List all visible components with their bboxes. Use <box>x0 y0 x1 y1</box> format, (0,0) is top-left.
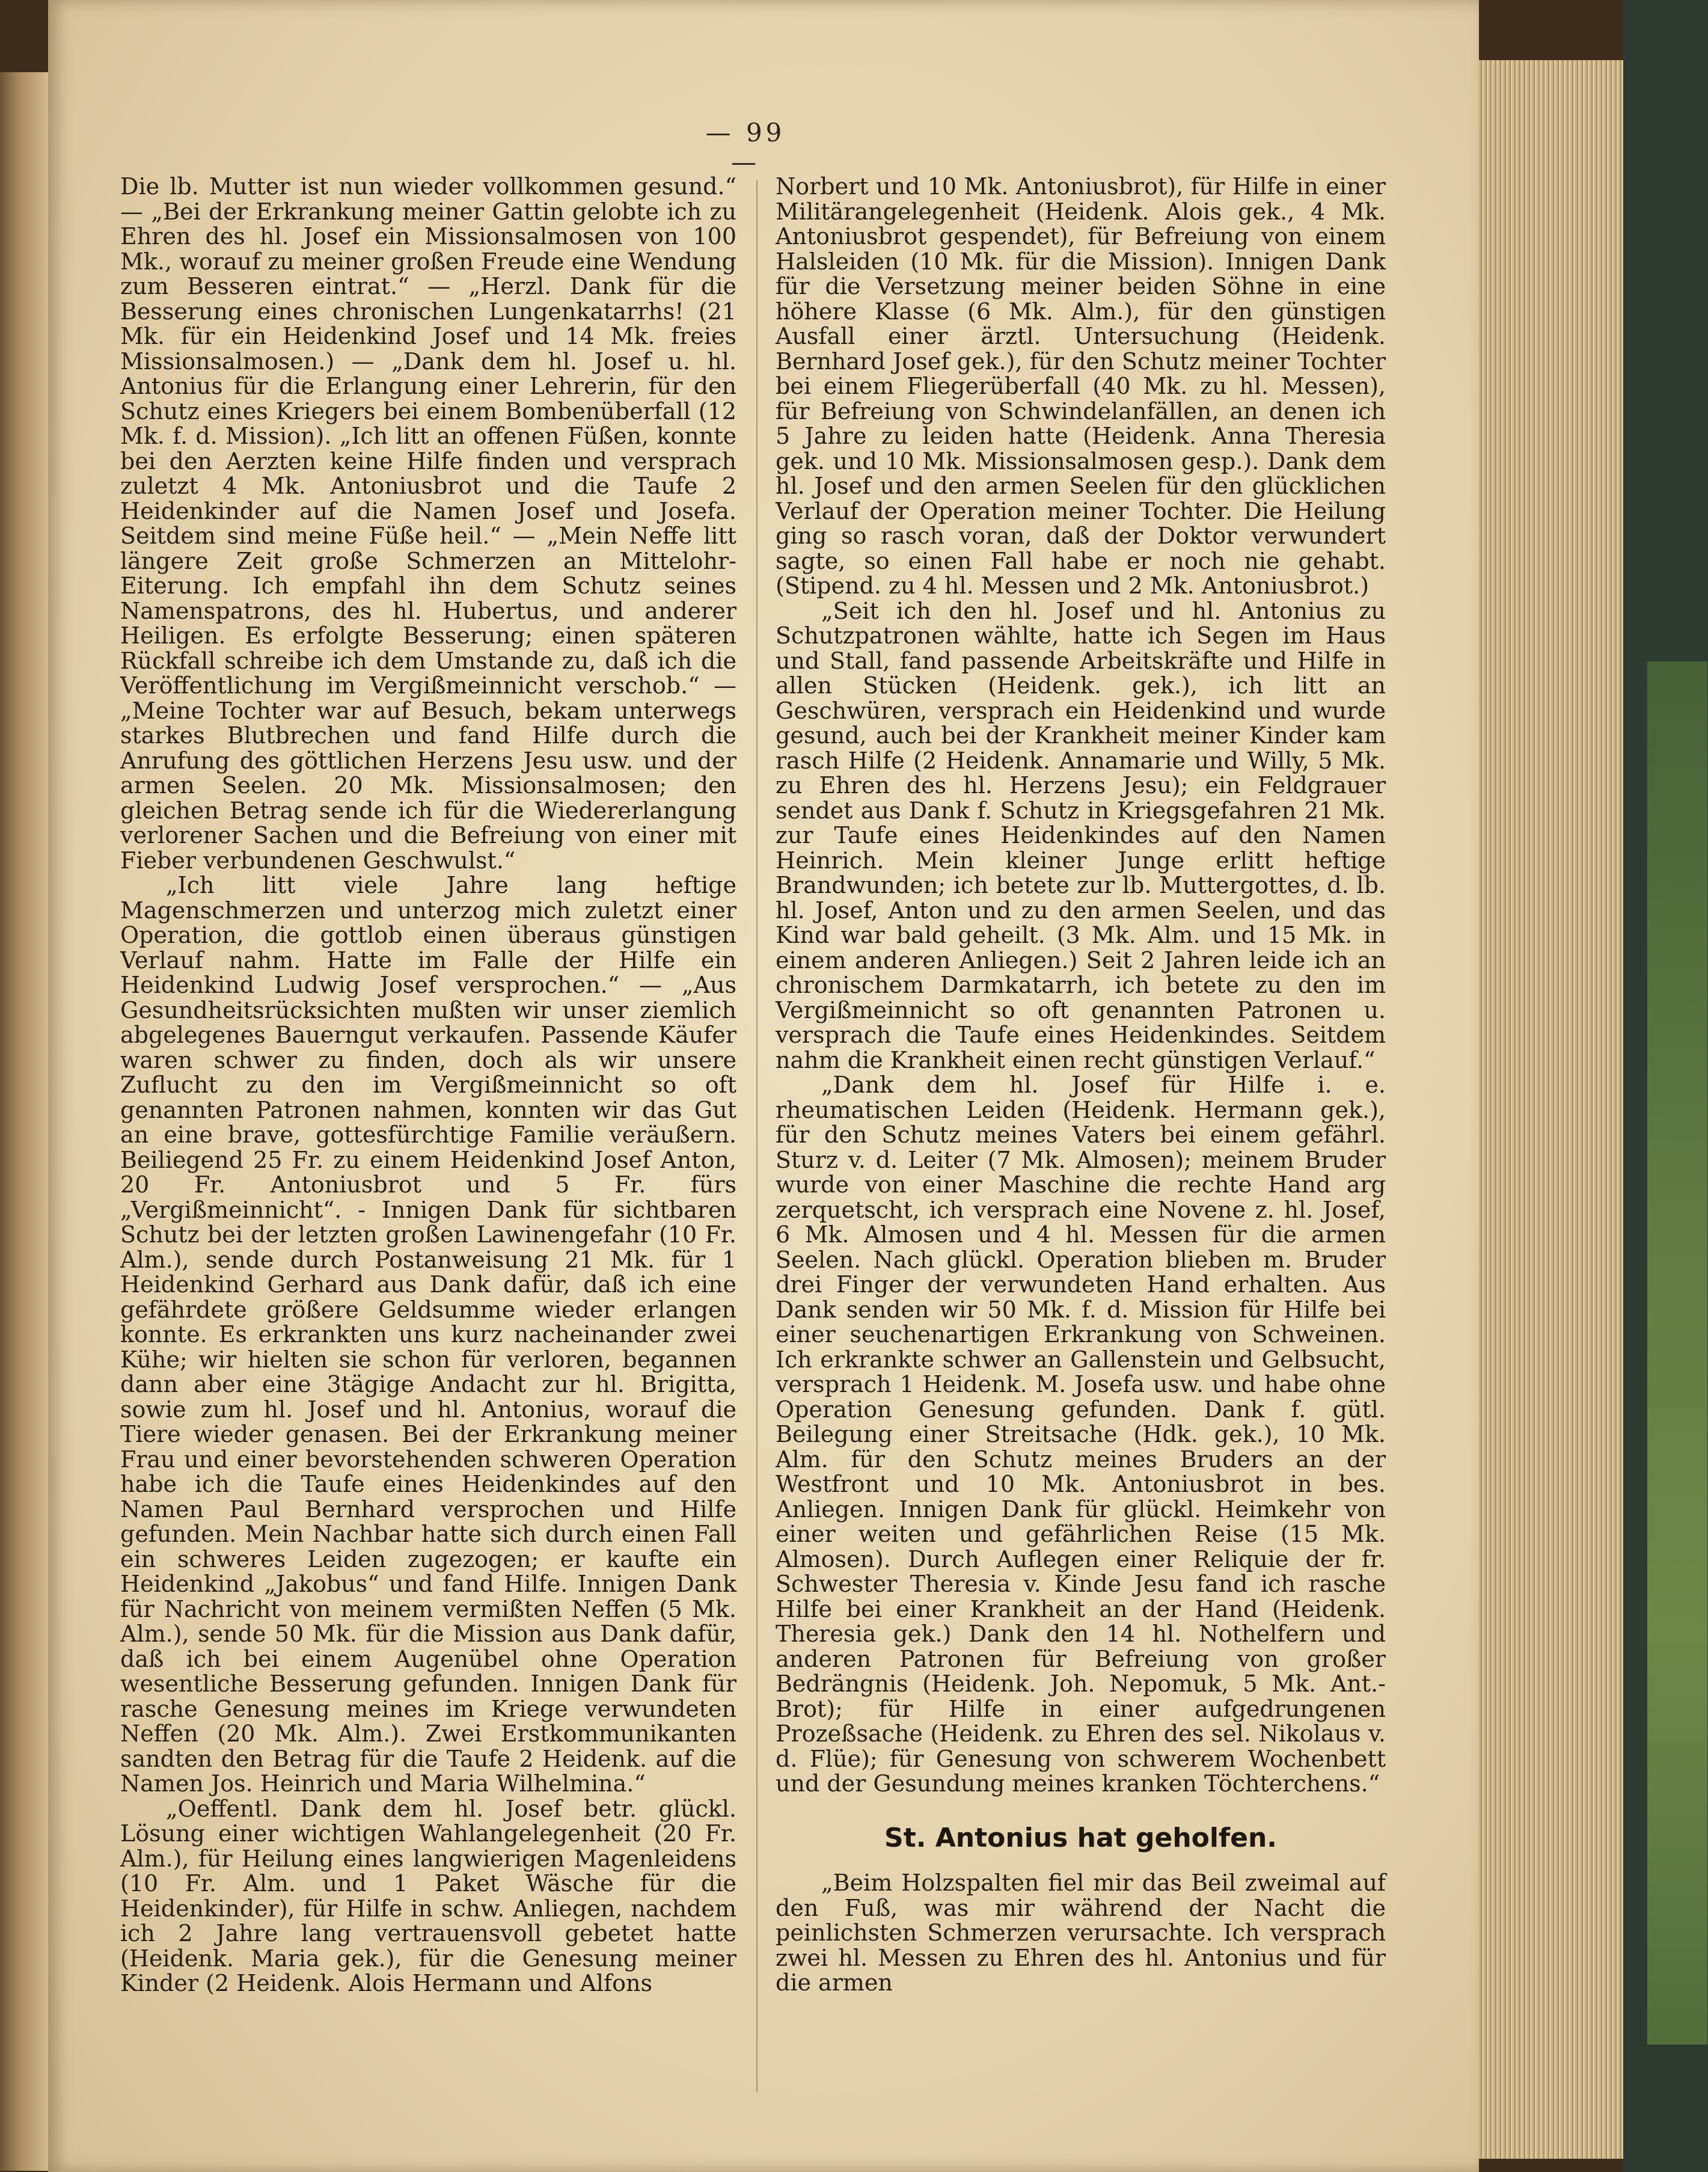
column-divider <box>756 180 758 2093</box>
page-number: — 99 — <box>705 118 786 177</box>
right-column <box>776 174 1386 1996</box>
paragraph: „Seit ich den hl. Josef und hl. Antonius zu Schutzpatronen wählte, hatte ich Segen im Haus und Stall, fand passende Arbeitskräfte und Hilfe in allen Stücken (Heidenk. gek.), ich litt an Geschwüren, versprach ein Heidenkind und wurde gesund, auch bei der Krankheit meiner Kinder kam rasch Hilfe (2 Heidenk. Annamarie und Willy, 5 Mk. zu Ehren des hl. Herzens Jesu); ein Feldgrauer sendet aus Dank f. Schutz in Kriegsgefahren 21 Mk. zur Taufe eines Heidenkindes auf den Namen Heinrich. Mein kleiner Junge erlitt heftige Brandwunden; ich betete zur lb. Muttergottes, d. lb. hl. Josef, Anton und zu den armen Seelen, und das Kind war bald geheilt. (3 Mk. Alm. und 15 Mk. in einem anderen Anliegen.) Seit 2 Jahren leide ich an chronischem Darmkatarrh, ich betete zu den im Vergißmeinnicht so oft genannten Patronen u. versprach die Taufe eines Heidenkindes. Seitdem nahm die Krankheit einen recht günstigen Verlauf.“ <box>776 597 1386 1073</box>
page-edges <box>1479 60 1623 2159</box>
paragraph: Norbert und 10 Mk. Antoniusbrot), für Hilfe in einer Militärangelegenheit (Heidenk. Alois gek., 4 Mk. Antoniusbrot gespendet), für Befreiung von einem Halsleiden (10 Mk. für die Mission). Innigen Dank für die Versetzung meiner beiden Söhne in eine höhere Klasse (6 Mk. Alm.), für den günstigen Ausfall einer ärztl. Untersuchung (Heidenk. Bernhard Josef gek.), für den Schutz meiner Tochter bei einem Fliegerüberfall (40 Mk. zu hl. Messen), für Befreiung von Schwindelanfällen, an denen ich 5 Jahre zu leiden hatte (Heidenk. Anna Theresia gek. und 10 Mk. Missionsalmosen gesp.). Dank dem hl. Josef und den armen Seelen für den glücklichen Verlauf der Operation meiner Tochter. Die Heilung ging so rasch voran, daß der Doktor verwundert sagte, so einen Fall habe er noch nie gehabt. (Stipend. zu 4 hl. Messen und 2 Mk. Antoniusbrot.) <box>776 173 1386 599</box>
paragraph: „Ich litt viele Jahre lang heftige Magenschmerzen und unterzog mich zuletzt einer Operation, die gottlob einen überaus günstigen Verlauf nahm. Hatte im Falle der Hilfe ein Heidenkind Ludwig Josef versprochen.“ — „Aus Gesundheitsrücksichten mußten wir unser ziemlich abgelegenes Bauerngut verkaufen. Passende Käufer waren schwer zu finden, doch als wir unsere Zuflucht zu den im Vergißmeinnicht so oft genannten Patronen nahmen, konnten wir das Gut an eine brave, gottesfürchtige Familie veräußern. Beiliegend 25 Fr. zu einem Heidenkind Josef Anton, 20 Fr. Antoniusbrot und 5 Fr. fürs „Vergißmeinnicht“. - Innigen Dank für sichtbaren Schutz bei der letzten großen Lawinengefahr (10 Fr. Alm.), sende durch Postanweisung 21 Mk. für 1 Heidenkind Gerhard aus Dank dafür, daß ich eine gefährdete größere Geldsumme wieder erlangen konnte. Es erkrankten uns kurz nacheinander zwei Kühe; wir hielten sie schon für verloren, begannen dann aber eine 3tägige Andacht zur hl. Brigitta, sowie zum hl. Josef und hl. Antonius, worauf die Tiere wieder genasen. Bei der Erkrankung meiner Frau und einer bevorstehenden schweren Operation habe ich die Taufe eines Heidenkindes auf den Namen Paul Bernhard versprochen und Hilfe gefunden. Mein Nachbar hatte sich durch einen Fall ein schweres Leiden zugezogen; er kaufte ein Heidenkind „Jakobus“ und fand Hilfe. Innigen Dank für Nachricht von meinem vermißten Neffen (5 Mk. Alm.), sende 50 Mk. für die Mission aus Dank dafür, daß ich bei einem Augenübel ohne Operation wesentliche Besserung gefunden. Innigen Dank für rasche Genesung meines im Kriege verwundeten Neffen (20 Mk. Alm.). Zwei Erstkommunikanten sandten den Betrag für die Taufe 2 Heidenk. auf die Namen Jos. Heinrich und Maria Wilhelmina.“ <box>120 872 736 1797</box>
facing-page-edge <box>0 72 48 2171</box>
paragraph: „Beim Holzspalten fiel mir das Beil zweimal auf den Fuß, was mir während der Nacht die peinlichsten Schmerzen verursachte. Ich versprach zwei hl. Messen zu Ehren des hl. Antonius und für die armen <box>776 1870 1386 1996</box>
paragraph: „Oeffentl. Dank dem hl. Josef betr. glückl. Lösung einer wichtigen Wahlangelegenheit (20 Fr. Alm.), für Heilung eines langwierigen Magenleidens (10 Fr. Alm. und 1 Paket Wäsche für die Heidenkinder), für Hilfe in schw. Anliegen, nachdem ich 2 Jahre lang vertrauensvoll gebetet hatte (Heidenk. Maria gek.), für die Genesung meiner Kinder (2 Heidenk. Alois Hermann und Alfons <box>120 1795 736 1996</box>
paragraph: Die lb. Mutter ist nun wieder vollkommen gesund.“ — „Bei der Erkrankung meiner Gattin gelobte ich zu Ehren des hl. Josef ein Missionsalmosen von 100 Mk., worauf zu meiner großen Freude eine Wendung zum Besseren eintrat.“ — „Herzl. Dank für die Besserung eines chronischen Lungenkatarrhs! (21 Mk. für ein Heidenkind Josef und 14 Mk. freies Missionsalmosen.) — „Dank dem hl. Josef u. hl. Antonius für die Erlangung einer Lehrerin, für den Schutz eines Kriegers bei einem Bombenüberfall (12 Mk. f. d. Mission). „Ich litt an offenen Füßen, konnte bei den Aerzten keine Hilfe finden und versprach zuletzt 4 Mk. Antoniusbrot und die Taufe 2 Heidenkinder auf die Namen Josef und Josefa. Seitdem sind meine Füße heil.“ — „Mein Neffe litt längere Zeit große Schmerzen an Mittelohr-Eiterung. Ich empfahl ihn dem Schutz seines Namenspatrons, des hl. Hubertus, und anderer Heiligen. Es erfolgte Besserung; einen späteren Rückfall schreibe ich dem Umstande zu, daß ich die Veröffentlichung im Vergißmeinnicht verschob.“ — „Meine Tochter war auf Besuch, bekam unterwegs starkes Blutbrechen und fand Hilfe durch die Anrufung des göttlichen Herzens Jesu usw. und der armen Seelen. 20 Mk. Missionsalmosen; den gleichen Betrag sende ich für die Wiedererlangung verlorener Sachen und die Befreiung von einer mit Fieber verbundenen Geschwulst.“ <box>120 173 736 874</box>
paragraph: „Dank dem hl. Josef für Hilfe i. e. rheumatischen Leiden (Heidenk. Hermann gek.), für den Schutz meines Vaters bei einem gefährl. Sturz v. d. Leiter (7 Mk. Almosen); meinem Bruder wurde von einer Maschine die rechte Hand arg zerquetscht, ich versprach eine Novene z. hl. Josef, 6 Mk. Almosen und 4 hl. Messen für die armen Seelen. Nach glückl. Operation blieben m. Bruder drei Finger der verwundeten Hand erhalten. Aus Dank senden wir 50 Mk. f. d. Mission für Hilfe bei einer seuchenartigen Erkrankung von Schweinen. Ich erkrankte schwer an Gallenstein und Gelbsucht, versprach 1 Heidenk. M. Josefa usw. und habe ohne Operation Genesung gefunden. Dank f. gütl. Beilegung einer Streitsache (Hdk. gek.), 10 Mk. Alm. für den Schutz meines Bruders an der Westfront und 10 Mk. Antoniusbrot in bes. Anliegen. Innigen Dank für glückl. Heimkehr von einer weiten und gefährlichen Reise (15 Mk. Almosen). Durch Auflegen einer Reliquie der fr. Schwester Theresia v. Kinde Jesu fand ich rasche Hilfe bei einer Krankheit an der Hand (Heidenk. Theresia gek.) Dank den 14 hl. Nothelfern und anderen Patronen für Befreiung von großer Bedrängnis (Heidenk. Joh. Nepomuk, 5 Mk. Ant.-Brot); für Hilfe in einer aufgedrungenen Prozeßsache (Heidenk. zu Ehren des sel. Nikolaus v. d. Flüe); für Genesung von schwerem Wochenbett und der Gesundung meines kranken Töchterchens.“ <box>776 1072 1386 1797</box>
section-heading: St. Antonius hat geholfen. <box>884 1822 1277 1853</box>
book-cover <box>1623 0 1708 2172</box>
left-column <box>120 174 736 1996</box>
